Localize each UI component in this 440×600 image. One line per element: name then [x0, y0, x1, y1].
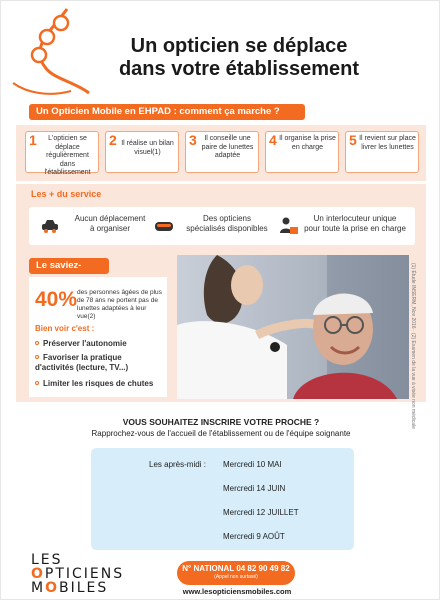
plus-item-line2: à organiser: [89, 224, 131, 233]
bullet-icon: [35, 381, 39, 385]
glasses-case-icon: [153, 215, 175, 237]
benefit-text: Préserver l'autonomie: [43, 339, 127, 348]
saviez-banner: Le saviez-: [29, 258, 109, 274]
phone-line: [177, 564, 295, 574]
step-text: L'opticien se déplace régulièrement dans l'établissement: [44, 135, 91, 176]
plus-item-line2: pour toute la prise en charge: [304, 224, 406, 233]
brand-line-3: [31, 581, 124, 595]
plus-item-line2: spécialisés disponibles: [186, 224, 268, 233]
dates-intro: Les après-midi :: [149, 460, 206, 469]
benefit-text: Favoriser la pratique d'activités (lecture, TV...): [35, 353, 129, 372]
date-item: Mercredi 12 JUILLET: [223, 508, 299, 517]
step-5: [345, 131, 419, 173]
plus-item-line1: Des opticiens: [202, 214, 252, 223]
title-line-2: dans votre établissement: [118, 58, 360, 80]
plus-item-line1: Un interlocuteur unique: [313, 214, 397, 223]
phone-note: (Appel non surtaxé): [214, 574, 258, 580]
step-text: Il conseille une paire de lunettes adaptée: [201, 135, 254, 159]
service-plus-title: Les + du service: [31, 189, 102, 199]
benefit-item: [35, 353, 155, 373]
footnote-text: (1) Étude INSERM, Nov 2016 · (2) Examen de la vue à visée non médicale: [410, 263, 416, 429]
page-title: [89, 35, 389, 81]
brand-logo-text: [31, 553, 124, 595]
date-item: Mercredi 10 MAI: [223, 460, 282, 469]
step-2: [105, 131, 179, 173]
statistic-percent: 40%: [35, 288, 78, 311]
phone-number: 04 82 90 49 82: [236, 564, 290, 573]
brand-line-2-text: PTICIENS: [44, 566, 125, 582]
inscription-question: VOUS SOUHAITEZ INSCRIRE VOTRE PROCHE ?: [122, 417, 320, 427]
plus-item-interlocuteur: [299, 214, 411, 234]
benefit-item: [35, 379, 153, 389]
title-line-1: Un opticien se déplace: [130, 35, 348, 57]
national-phone-button[interactable]: [177, 561, 295, 585]
step-text: Il réalise un bilan visuel(1): [121, 140, 174, 156]
person-desk-icon: [277, 215, 299, 237]
step-text: Il revient sur place livrer les lunettes: [359, 135, 416, 151]
date-item: Mercredi 14 JUIN: [223, 484, 286, 493]
phone-label: N° NATIONAL: [182, 564, 235, 573]
car-icon: [39, 215, 61, 237]
website-link[interactable]: www.lesopticiensmobiles.com: [182, 587, 292, 596]
step-number: 1: [29, 132, 37, 148]
plus-item-opticiens: [179, 214, 275, 234]
brand-line-3-a: M: [31, 580, 46, 596]
step-number: 5: [349, 132, 357, 148]
bullet-icon: [35, 355, 39, 359]
brand-glasses-motif: [9, 7, 93, 99]
brand-o-mark: O: [31, 566, 45, 582]
step-3: [185, 131, 259, 173]
photo-footnote: [406, 263, 418, 429]
date-item: Mercredi 9 AOÛT: [223, 532, 285, 541]
bullet-icon: [35, 341, 39, 345]
brand-line-3-b: BILES: [59, 580, 109, 596]
step-number: 4: [269, 132, 277, 148]
brand-o-mark: O: [45, 580, 59, 596]
plus-item-deplacement: [65, 214, 155, 234]
benefit-item: [35, 339, 127, 349]
brand-line-1: LES: [31, 552, 63, 568]
plus-item-line1: Aucun déplacement: [74, 214, 146, 223]
inscription-subtitle: Rapprochez-vous de l'accueil de l'établissement ou de l'équipe soignante: [91, 429, 351, 438]
bien-voir-heading: Bien voir c'est :: [35, 324, 95, 333]
step-1: [25, 131, 99, 176]
step-number: 2: [109, 132, 117, 148]
step-4: [265, 131, 339, 173]
brand-line-2: [31, 567, 124, 581]
how-it-works-banner: Un Opticien Mobile en EHPAD : comment ça marche ?: [29, 104, 305, 120]
step-number: 3: [189, 132, 197, 148]
statistic-text: des personnes âgées de plus de 78 ans ne portent pas de lunettes adaptées à leur vue(2): [77, 289, 162, 320]
step-text: Il organise la prise en charge: [279, 135, 336, 151]
optician-with-senior-photo: [177, 255, 409, 399]
benefit-text: Limiter les risques de chutes: [43, 379, 154, 388]
